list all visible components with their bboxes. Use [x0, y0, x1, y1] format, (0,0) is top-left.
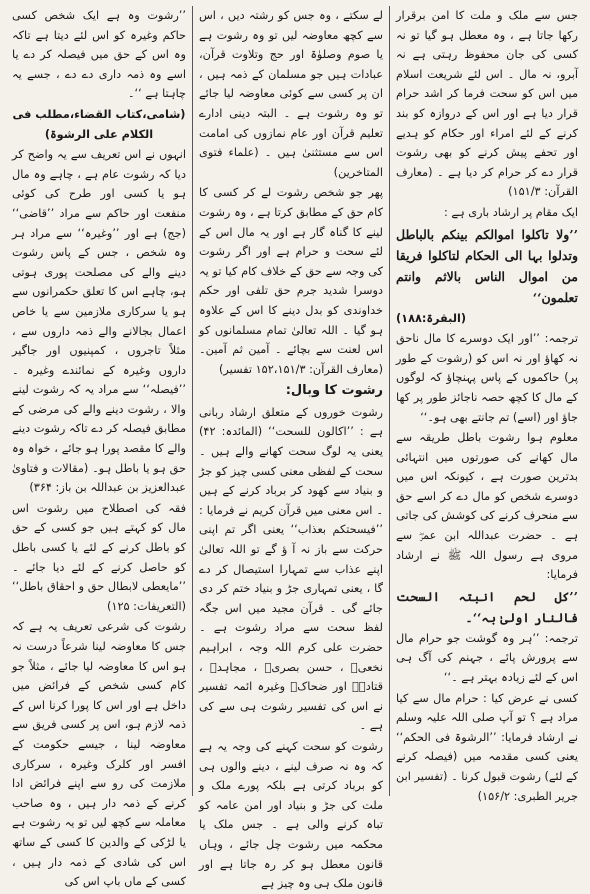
citation: (شامی،کتاب القضاء،مطلب فی الکلام علی الرشوۃ) [12, 107, 186, 141]
paragraph: ترجمہ: ’’اور ایک دوسرے کا مال ناحق نہ کھاؤ اور نہ اس کو (رشوت کے طور پر) حاکموں کے پاس پہنچاؤ کہ لوگوں کے مال کا کچھ حصہ ناجائز طور پر کھا جاؤ اور (اسے) تم جانتے بھی ہو۔‘‘ [396, 332, 578, 424]
arabic-quote: ’’کل لحم انبتہ السحت فالنار اولیٰ بہ‘‘۔ [396, 588, 578, 625]
section-heading: رشوت کا وبال: [285, 383, 383, 399]
paragraph: رشوت خوروں کے متعلق ارشاد ربانی ہے : ’’اکالون للسحت‘‘ (المائدہ: ۴۲) یعنی یہ لوگ سحت کھانے والے ہیں ۔ سحت کے لفظی معنی کسی چیز کو جڑ و بنیاد سے کھود کر برباد کرنے کے ہیں ۔ اس معنی میں قرآن کریم نے فرمایا : ’’فیسحتکم بعذاب‘‘ یعنی اگر تم اپنی حرکت سے باز نہ آ ؤ گے تو اللہ تعالیٰ اپنے عذاب سے تمہارا استیصال کر دے گا ، یعنی تمہاری جڑ و بنیاد ختم کر دی جائے گی ۔ قرآن مجید میں اس جگہ لفظ سحت سے مراد رشوت ہے ۔ حضرت علی کرم اللہ وجہ ، ابراہیم نخعیؒ ، حسن بصریؒ ، مجاہدؒ ، قتادہؒ اور ضحاکؒ وغیرہ ائمہ تفسیر نے اس کی تفسیر رشوت ہی سے کی ہے ۔ [199, 405, 383, 733]
column-right [6, 6, 192, 889]
paragraph: پھر جو شخص رشوت لے کر کسی کا کام حق کے مطابق کرتا ہے ، وہ رشوت لینے کا گناہ گار ہے اور یہ مال اس کے لئے سحت و حرام ہے اور اگر رشوت کی وجہ سے حق کے خلاف کام کیا تو یہ دوسرا شدید جرم حق تلفی اور حکم خداوندی کو بدل دینے کا اس کے علاوہ ہو گیا ۔ اللہ تعالیٰ تمام مسلمانوں کو اس لعنت سے بچائے ۔ آمین ثم آمین۔ (معارف القرآن: ۱۵۲،۱۵۱/۳ تفسیر) [199, 186, 383, 376]
paragraph: انہوں نے اس تعریف سے یہ واضح کر دیا کہ رشوت عام ہے ، چاہے وہ مال ہو یا کسی اور طرح کی کوئی منفعت اور حاکم سے مراد ’’قاضی‘‘ (جج) ہے اور ’’وغیرہ‘‘ سے مراد ہر وہ شخص ، جس کے پاس رشوت دینے والے کی مصلحت پوری ہوتی ہو، چاہے اس کا تعلق حکمرانوں سے ہو یا سرکاری ملازمین سے یا خاص اعمال بجالانے والے ذمہ داروں سے ، مثلاً تاجروں ، کمپنیوں اور جاگیر داروں وغیرہ کے نمائندے وغیرہ ۔ ’’فیصلہ‘‘ سے مراد یہ کہ رشوت لینے والا ، رشوت دینے والے کی مرضی کے مطابق فیصلہ کر دے تاکہ رشوت دینے والے کا مقصد پورا ہو جائے ، خواہ وہ حق ہو یا باطل ہو۔ (مقالات و فتاویٰ عبدالعزیز بن عبداللہ بن باز: ۳۶۴) [12, 148, 186, 495]
arabic-quote: ’’ولا تاکلوا اموالکم بینکم بالباطل وتدلوا بہا الی الحکام لتاکلوا فریقا من اموال الناس بالاثم وانتم تعلمون‘‘ [396, 226, 578, 305]
paragraph: کسی نے عرض کیا : حرام مال سے کیا مراد ہے ؟ تو آپ صلی اللہ علیہ وسلم نے ارشاد فرمایا: ’’الرشوۃ فی الحکم‘‘ یعنی کسی مقدمہ میں (فیصلہ کرنے کے لئے) رشوت قبول کرنا ۔ (تفسیر ابن جریر الطبری: ۱۵۶/۲) [396, 691, 578, 803]
paragraph: رشوت کو سحت کہنے کی وجہ یہ ہے کہ وہ نہ صرف لینے ، دینے والوں ہی کو برباد کرتی ہے بلکہ پورے ملک و ملت کی جڑ و بنیاد اور امن عامہ کو تباہ کرنے والی ہے ۔ جس ملک یا محکمہ میں رشوت چل جائے ، وہاں قانون معطل ہو کر رہ جاتا ہے اور قانون ملک ہی وہ چیز ہے [199, 739, 383, 891]
paragraph: رشوت کی شرعی تعریف یہ ہے کہ جس کا معاوضہ لینا شرعاً درست نہ ہو اس کا معاوضہ لیا جائے ، مثلاً جو کام کسی شخص کے فرائض میں داخل ہے اور اس کا پورا کرنا اس کے ذمہ لازم ہو، اس پر کسی فریق سے معاوضہ لینا ، جیسے حکومت کے افسر اور کلرک وغیرہ ، سرکاری ملازمت کی رو سے اپنے فرائض ادا کرنے کے ذمہ دار ہیں ، وہ صاحب معاملہ سے کچھ لیں تو یہ رشوت ہے یا لڑکی کے والدین کا کسی کے ساتھ اس کی شادی کے ذمہ دار ہیں ، کسی کے ماں باپ اس کی [12, 620, 186, 889]
column-middle [192, 6, 390, 891]
paragraph: ایک مقام پر ارشاد باری ہے : [444, 205, 578, 219]
citation: (البقرۃ:۱۸۸) [396, 311, 467, 325]
column-left [390, 6, 584, 803]
paragraph: معلوم ہوا رشوت باطل طریقہ سے مال کھانے کی صورتوں میں انتہائی بدترین صورت ہے ، کیونکہ اس میں دوسرے شخص کو مال دے کر اسے حق سے منحرف کرنے کی کوشش کی جاتی ہے ۔ حضرت عبداللہ ابن عمرؓ سے مروی ہے رسول اللہ ﷺ نے ارشاد فرمایا: [396, 431, 578, 582]
paragraph: فقہ کی اصطلاح میں رشوت اس مال کو کہتے ہیں جو کسی کے حق کو باطل کرنے کے لئے یا کسی باطل کو حاصل کرنے کے لئے دیا جائے ۔ ’’مایعطی لابطال حق و احقاق باطل‘‘ (التعریفات: ۱۲۵) [12, 501, 186, 613]
paragraph: لے سکتے ، وہ جس کو رشتہ دیں ، اس سے کچھ معاوضہ لیں تو وہ رشوت ہے یا صوم وصلوٰۃ اور حج وتلاوت قرآن، عبادات ہیں جو مسلمان کے ذمہ ہیں ، ان پر کسی سے کوئی معاوضہ لیا جائے تو وہ رشوت ہے ۔ البتہ دینی ادارے تعلیم قرآن اور عام نمازوں کی امامت اس سے مستثنیٰ ہیں ۔ (علماء فتوی المتاخرین) [199, 9, 383, 179]
paragraph: جس سے ملک و ملت کا امن برقرار رکھا جاتا ہے ، وہ معطل ہو گیا تو نہ کسی کی جان محفوظ رہتی ہے نہ آبرو، نہ مال ۔ اس لئے شریعت اسلام میں اس کو سحت فرما کر اشد حرام قرار دیا ہے اور اس کے دروازہ کو بند کرنے کے لئے امراء اور حکام کو ہدیے اور تحفے پیش کرنے کو بھی رشوت قرار دے کر حرام کر دیا ہے ۔ (معارف القرآن: ۱۵۱/۳) [396, 9, 578, 199]
paragraph: ’’رشوت وہ ہے ایک شخص کسی حاکم وغیرہ کو اس لئے دیتا ہے تاکہ وہ اس کے حق میں فیصلہ کر دے یا اسے وہ ذمہ داری دے دے ، جسے یہ چاہتا ہے ‘‘۔ [12, 9, 186, 101]
paragraph: ترجمہ: ’’ہر وہ گوشت جو حرام مال سے پرورش پائے ، جہنم کی آگ ہی اس کے لئے زیادہ بہتر ہے ۔‘‘ [396, 631, 578, 685]
